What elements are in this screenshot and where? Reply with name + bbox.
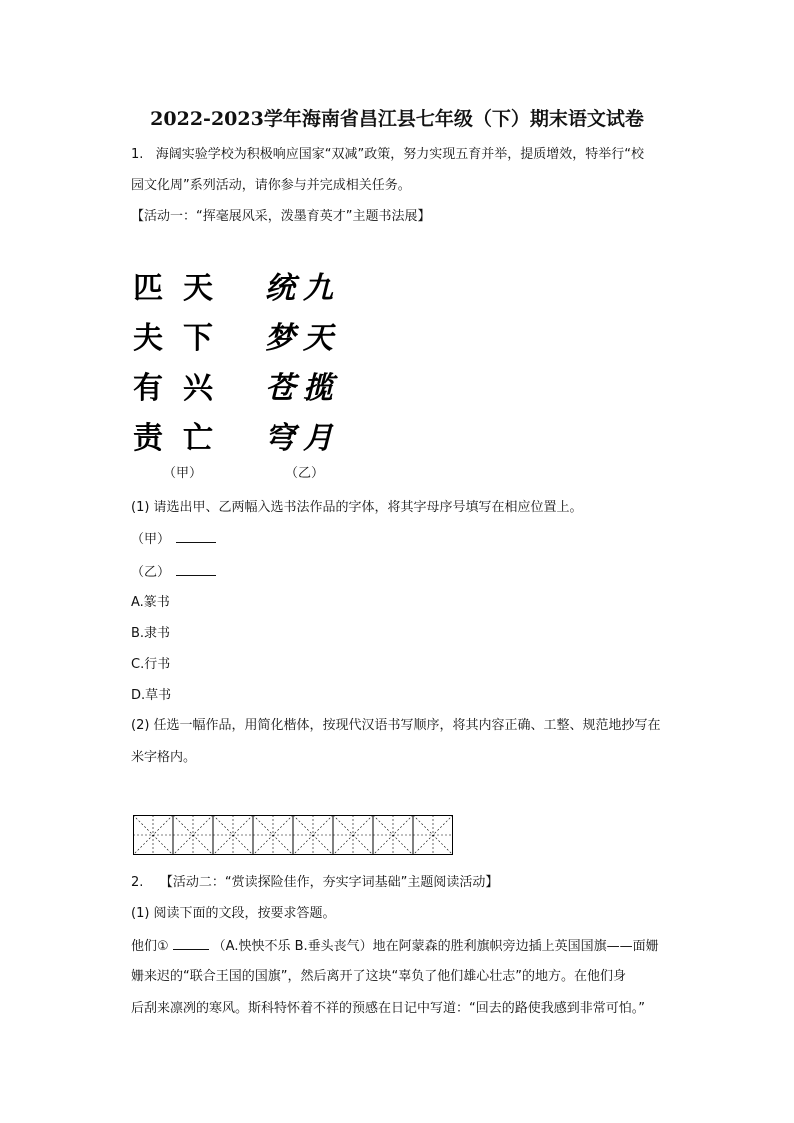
question-2-heading: 2. 【活动二：“赏读探险佳作，夯实字词基础”主题阅读活动】 <box>131 875 499 890</box>
calligraphy-char: 兴 <box>183 371 213 406</box>
answer-yi-blank[interactable] <box>176 563 216 576</box>
question-1-sub-2-line-1: (2) 任选一幅作品，用简化楷体，按现代汉语书写顺序，将其内容正确、工整、规范地抄写在 <box>131 718 661 733</box>
caption-yi: （乙） <box>285 466 325 481</box>
answer-jia-blank[interactable] <box>176 530 216 543</box>
answer-jia-row <box>131 530 216 549</box>
question-1-sub-2-line-2: 米字格内。 <box>131 750 197 765</box>
question-1-sub-1: (1) 请选出甲、乙两幅入选书法作品的字体，将其字母序号填写在相应位置上。 <box>131 500 583 515</box>
calligraphy-char: 责 <box>133 421 163 456</box>
passage-blank-1[interactable] <box>173 937 209 950</box>
option-c: C.行书 <box>131 657 171 672</box>
question-1-intro-line-2: 园文化周”系列活动，请你参与并完成相关任务。 <box>131 178 411 193</box>
passage-line-1-suffix: （A.怏怏不乐 B.垂头丧气）地在阿蒙森的胜利旗帜旁边插上英国国旗——面姗 <box>212 939 659 954</box>
calligraphy-char: 梦 <box>265 321 295 356</box>
calligraphy-char: 天 <box>183 271 213 306</box>
passage-line-1 <box>131 937 659 956</box>
calligraphy-char: 匹 <box>133 271 163 306</box>
question-2-sub-1: (1) 阅读下面的文段，按要求答题。 <box>131 906 336 921</box>
answer-yi-row <box>131 563 216 582</box>
calligraphy-char: 亡 <box>183 421 213 456</box>
question-1-intro-line-1: 1. 海阔实验学校为积极响应国家“双减”政策，努力实现五育并举，提质增效，特举行“校 <box>131 147 645 162</box>
mizi-grid[interactable] <box>133 815 453 855</box>
calligraphy-char: 月 <box>303 421 333 456</box>
calligraphy-char: 有 <box>133 371 163 406</box>
calligraphy-char: 九 <box>303 271 333 306</box>
option-a: A.篆书 <box>131 595 170 610</box>
page-title: 2022-2023学年海南省昌江县七年级（下）期末语文试卷 <box>150 108 644 130</box>
activity-1-heading: 【活动一：“挥毫展风采，泼墨育英才”主题书法展】 <box>131 209 431 224</box>
calligraphy-char: 穹 <box>265 421 295 456</box>
passage-line-1-prefix: 他们① <box>131 939 169 954</box>
calligraphy-work-yi <box>263 270 343 460</box>
calligraphy-work-jia <box>131 270 231 460</box>
caption-jia: （甲） <box>163 466 203 481</box>
answer-jia-label: （甲） <box>131 532 171 547</box>
option-d: D.草书 <box>131 688 172 703</box>
calligraphy-char: 下 <box>183 321 213 356</box>
option-b: B.隶书 <box>131 626 171 641</box>
calligraphy-char: 夫 <box>133 321 163 356</box>
calligraphy-char: 苍 <box>265 371 295 406</box>
passage-line-2: 姗来迟的“联合王国的国旗”，然后离开了这块“辜负了他们雄心壮志”的地方。在他们身 <box>131 969 626 984</box>
answer-yi-label: （乙） <box>131 565 171 580</box>
passage-line-3: 后刮来凛冽的寒风。斯科特怀着不祥的预感在日记中写道：“回去的路使我感到非常可怕。” <box>131 1001 645 1016</box>
calligraphy-char: 统 <box>265 271 295 306</box>
calligraphy-char: 天 <box>303 321 333 356</box>
calligraphy-char: 揽 <box>303 371 333 406</box>
